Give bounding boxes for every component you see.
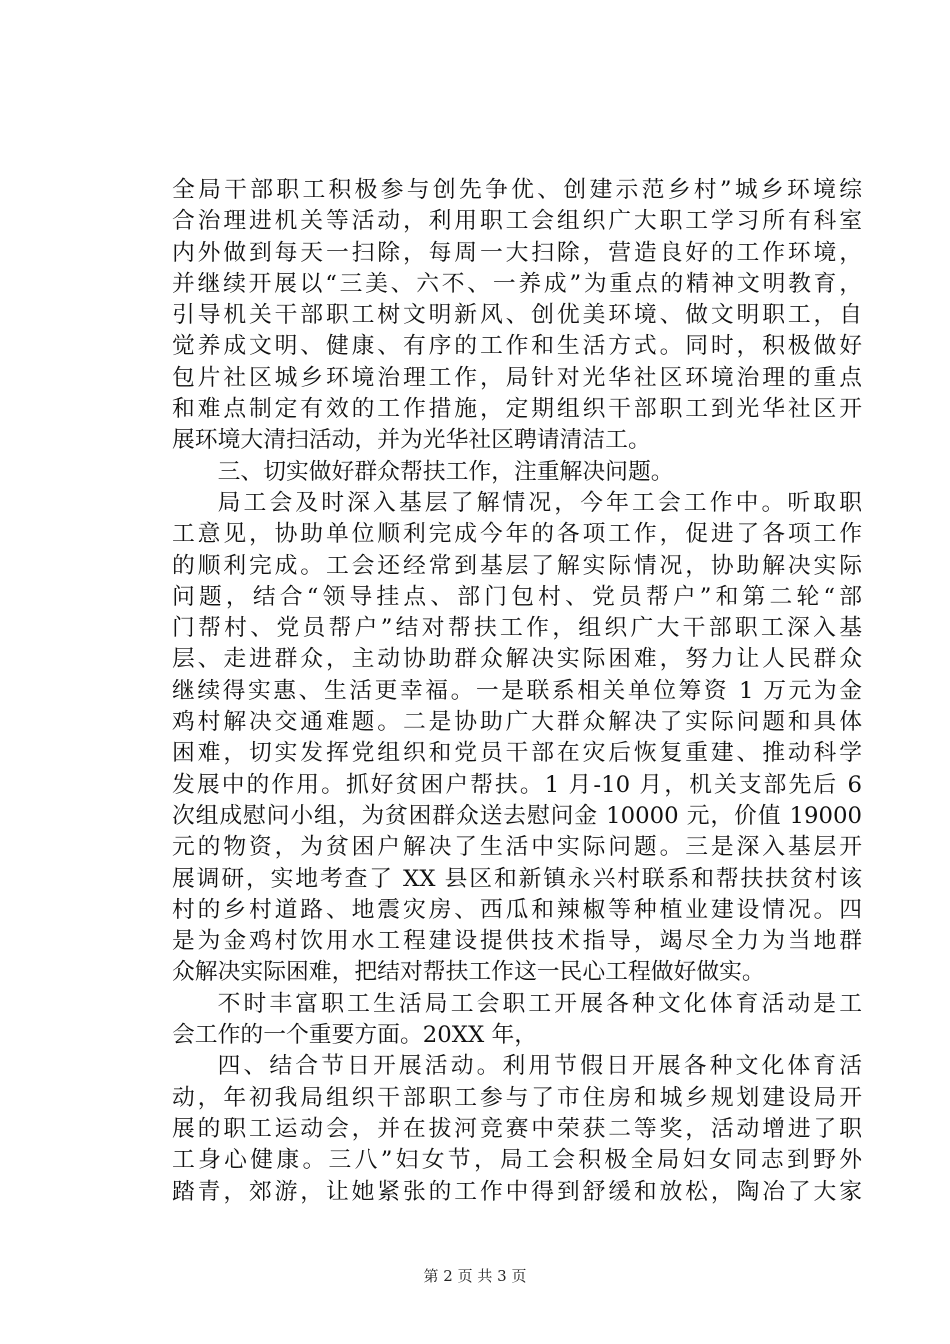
text-line: 会工作的一个重要方面。20XX 年，: [172, 1022, 538, 1049]
text-line: 三、切实做好群众帮扶工作，注重解决问题。: [217, 458, 674, 485]
text-line: 继续得实惠、生活更幸福。一是联系相关单位筹资 1 万元为金: [172, 677, 862, 704]
text-line: 合治理进机关等活动，利用职工会组织广大职工学习所有科室: [172, 208, 862, 235]
text-line: 工身心健康。三八”妇女节，局工会积极全局妇女同志到野外: [172, 1147, 862, 1174]
text-line: 元的物资，为贫困户解决了生活中实际问题。三是深入基层开: [172, 834, 862, 861]
text-line: 踏青，郊游，让她紧张的工作中得到舒缓和放松，陶冶了大家: [172, 1178, 862, 1205]
text-line: 展调研，实地考查了 XX 县区和新镇永兴村联系和帮扶扶贫村该: [172, 865, 862, 892]
text-line: 村的乡村道路、地震灾房、西瓜和辣椒等种植业建设情况。四: [172, 896, 862, 923]
text-line: 门帮村、党员帮户”结对帮扶工作，组织广大干部职工深入基: [172, 615, 862, 642]
text-line: 包片社区城乡环境治理工作，局针对光华社区环境治理的重点: [172, 364, 862, 391]
text-line: 工意见，协助单位顺利完成今年的各项工作，促进了各项工作: [172, 521, 862, 548]
text-line: 觉养成文明、健康、有序的工作和生活方式。同时，积极做好: [172, 333, 862, 360]
text-line: 鸡村解决交通难题。二是协助广大群众解决了实际问题和具体: [172, 709, 862, 736]
page-footer: [0, 1266, 950, 1286]
text-line: 众解决实际困难，把结对帮扶工作这一民心工程做好做实。: [172, 959, 765, 986]
text-line: 不时丰富职工生活局工会职工开展各种文化体育活动是工: [217, 990, 862, 1017]
page-number-label: 第 2 页 共 3 页: [423, 1267, 527, 1285]
text-line: 内外做到每天一扫除，每周一大扫除，营造良好的工作环境，: [172, 239, 862, 266]
text-line: 动，年初我局组织干部职工参与了市住房和城乡规划建设局开: [172, 1084, 862, 1111]
text-line: 和难点制定有效的工作措施，定期组织干部职工到光华社区开: [172, 396, 862, 423]
text-line: 困难，切实发挥党组织和党员干部在灾后恢复重建、推动科学: [172, 740, 862, 767]
text-line: 是为金鸡村饮用水工程建设提供技术指导，竭尽全力为当地群: [172, 928, 862, 955]
text-line: 全局干部职工积极参与创先争优、创建示范乡村”城乡环境综: [172, 177, 862, 203]
text-line: 发展中的作用。抓好贫困户帮扶。1 月-10 月，机关支部先后 6: [172, 771, 862, 798]
document-body: [172, 175, 862, 1208]
text-line: 问题，结合“领导挂点、部门包村、党员帮户”和第二轮“部: [172, 583, 862, 610]
text-line: 次组成慰问小组，为贫困群众送去慰问金 10000 元，价值 19000: [172, 802, 862, 829]
text-line: 展的职工运动会，并在拔河竞赛中荣获二等奖，活动增进了职: [172, 1115, 862, 1142]
text-line: 引导机关干部职工树文明新风、创优美环境、做文明职工，自: [172, 302, 862, 329]
text-line: 层、走进群众，主动协助群众解决实际困难，努力让人民群众: [172, 646, 862, 673]
text-line: 局工会及时深入基层了解情况，今年工会工作中。听取职: [217, 489, 862, 516]
text-line: 的顺利完成。工会还经常到基层了解实际情况，协助解决实际: [172, 552, 862, 579]
text-line: 展环境大清扫活动，并为光华社区聘请清洁工。: [172, 427, 651, 454]
text-line: 并继续开展以“三美、六不、一养成”为重点的精神文明教育，: [172, 270, 862, 297]
text-line: 四、结合节日开展活动。利用节假日开展各种文化体育活: [217, 1053, 862, 1080]
